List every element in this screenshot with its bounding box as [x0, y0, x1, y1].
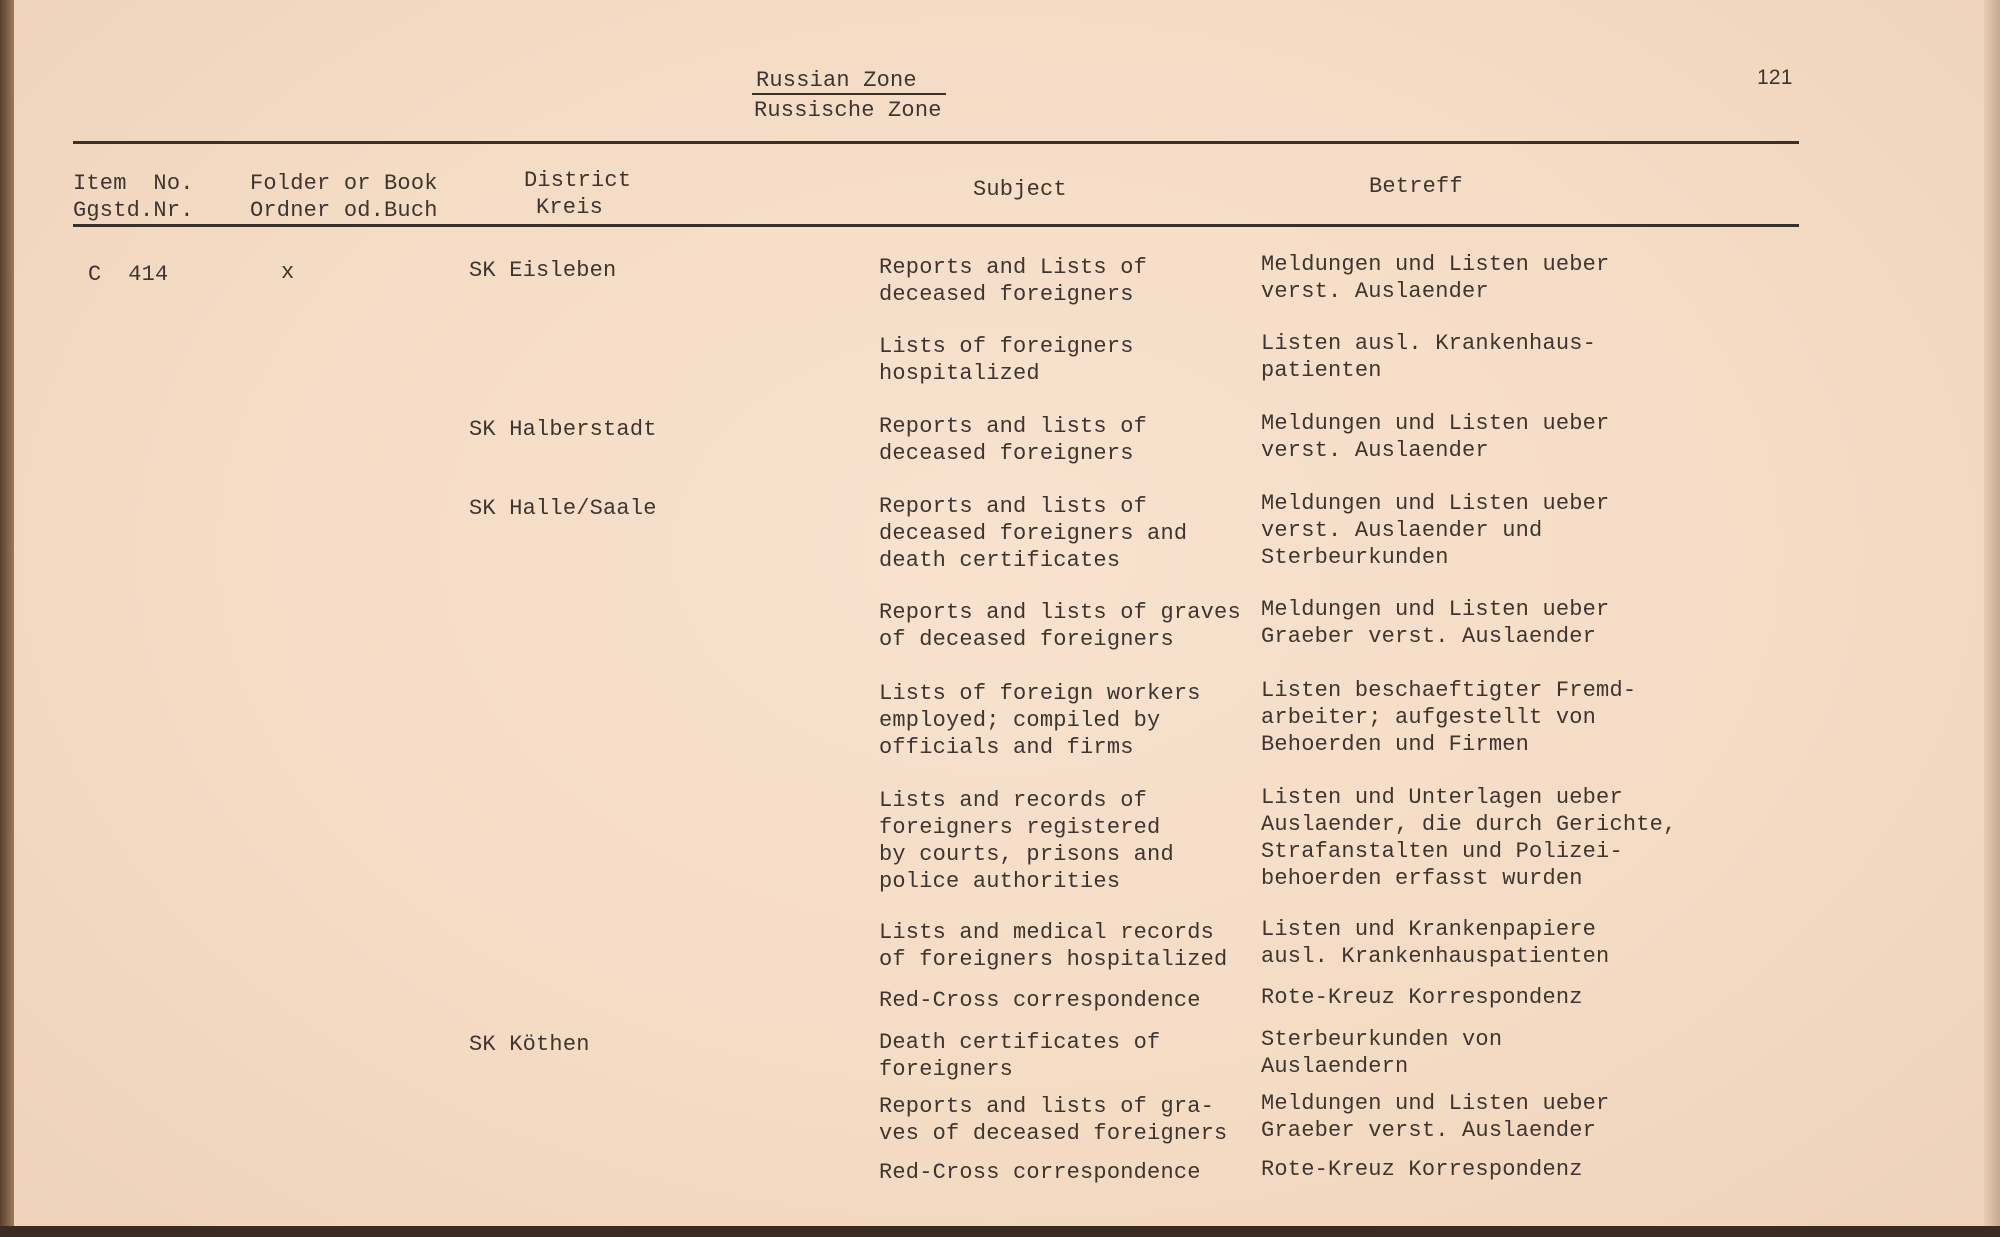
item-number: C 414	[88, 262, 169, 287]
entry-subject: Red-Cross correspondence	[879, 1160, 1201, 1185]
page-right-edge	[1984, 0, 2000, 1237]
header-bottom-rule	[73, 224, 1799, 227]
entry-subject: Lists of foreigners hospitalized	[879, 334, 1134, 386]
entry-betreff: Listen und Krankenpapiere ausl. Krankenhauspatienten	[1261, 917, 1610, 969]
entry-subject: Reports and lists of gra- ves of deceased foreigners	[879, 1094, 1228, 1146]
entry-subject: Lists and records of foreigners registered by courts, prisons and police authorities	[879, 788, 1174, 894]
col-item-de: Ggstd.Nr.	[73, 198, 194, 223]
district-eisleben: SK Eisleben	[469, 258, 617, 283]
entry-betreff: Meldungen und Listen ueber verst. Auslaender und Sterbeurkunden	[1261, 491, 1610, 570]
entry-subject: Reports and lists of deceased foreigners and death certificates	[879, 494, 1188, 573]
col-item-en: Item No.	[73, 171, 194, 196]
district-halberstadt: SK Halberstadt	[469, 417, 657, 442]
col-district-de: Kreis	[536, 195, 604, 220]
col-district-en: District	[524, 168, 632, 193]
entry-betreff: Rote-Kreuz Korrespondenz	[1261, 1157, 1583, 1182]
col-folder-en: Folder or Book	[250, 171, 438, 196]
entry-subject: Lists of foreign workers employed; compiled by officials and firms	[879, 681, 1201, 760]
entry-subject: Red-Cross correspondence	[879, 988, 1201, 1013]
page-bottom-edge	[0, 1226, 2000, 1237]
book-binding-edge	[0, 0, 14, 1237]
title-english: Russian Zone	[756, 68, 917, 93]
header-top-rule	[73, 141, 1799, 144]
entry-subject: Reports and Lists of deceased foreigners	[879, 255, 1148, 307]
entry-betreff: Meldungen und Listen ueber Graeber verst. Auslaender	[1261, 597, 1610, 649]
title-german: Russische Zone	[754, 98, 942, 123]
entry-subject: Death certificates of foreigners	[879, 1030, 1161, 1082]
district-koethen: SK Köthen	[469, 1032, 590, 1057]
entry-subject: Reports and lists of graves of deceased foreigners	[879, 600, 1241, 652]
entry-betreff: Rote-Kreuz Korrespondenz	[1261, 985, 1583, 1010]
col-betreff: Betreff	[1369, 174, 1463, 199]
entry-betreff: Meldungen und Listen ueber Graeber verst. Auslaender	[1261, 1091, 1610, 1143]
entry-betreff: Listen und Unterlagen ueber Auslaender, die durch Gerichte, Strafanstalten und Polizei- behoerden erfasst wurden	[1261, 785, 1677, 891]
district-halle-saale: SK Halle/Saale	[469, 496, 657, 521]
entry-betreff: Listen ausl. Krankenhaus- patienten	[1261, 331, 1597, 383]
entry-betreff: Meldungen und Listen ueber verst. Auslaender	[1261, 252, 1610, 304]
col-subject: Subject	[973, 177, 1067, 202]
entry-subject: Reports and lists of deceased foreigners	[879, 414, 1148, 466]
entry-subject: Lists and medical records of foreigners hospitalized	[879, 920, 1228, 972]
entry-betreff: Listen beschaeftigter Fremd- arbeiter; aufgestellt von Behoerden und Firmen	[1261, 678, 1637, 757]
col-folder-de: Ordner od.Buch	[250, 198, 438, 223]
entry-betreff: Sterbeurkunden von Auslaendern	[1261, 1027, 1503, 1079]
title-underline	[752, 93, 946, 95]
page-number: 121	[1757, 66, 1793, 89]
folder-mark: x	[281, 260, 295, 285]
entry-betreff: Meldungen und Listen ueber verst. Auslaender	[1261, 411, 1610, 463]
